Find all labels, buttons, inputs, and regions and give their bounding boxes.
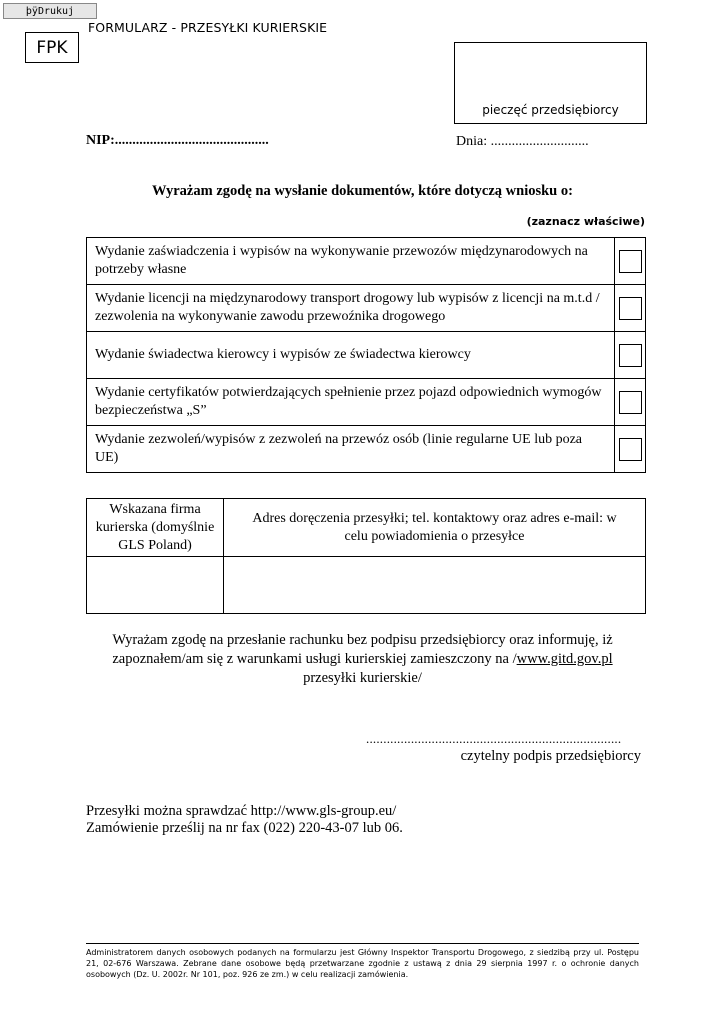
table-row [87,557,646,614]
table-row [87,238,646,285]
privacy-notice: Administratorem danych osobowych podanych na formularzu jest Główny Inspektor Transportu Drogowego, z siedzibą przy ul. Postępu 21, 02-676 Warszawa. Zebrane dane osobowe będą przetwarzane zgodnie z ustawą z dnia 29 sierpnia 1997 r. o ochronie danych osobowych (Dz. U. 2002r. Nr 101, poz. 926 ze zm.) w celu realizacji zamówienia. [86,948,639,979]
invoice-agreement [100,631,625,688]
date-field[interactable]: Dnia: ............................ [456,134,589,149]
signature-line[interactable]: .......................................................................... [366,731,622,746]
table-row [87,499,646,557]
option-checkbox[interactable] [619,391,642,414]
signature-label: czytelny podpis przedsiębiorcy [460,748,641,764]
request-options-table [86,237,646,473]
option-label: Wydanie świadectwa kierowcy i wypisów ze świadectwa kierowcy [87,332,615,379]
stamp-label: pieczęć przedsiębiorcy [482,103,619,117]
print-button[interactable]: þÿDrukuj [3,3,97,19]
option-checkbox[interactable] [619,344,642,367]
table-row [87,426,646,473]
table-row [87,285,646,332]
nip-field[interactable]: NIP:............................................ [86,133,269,148]
form-title: FORMULARZ - PRZESYŁKI KURIERSKIE [88,20,328,35]
consent-heading: Wyrażam zgodę na wysłanie dokumentów, które dotyczą wniosku o: [152,183,573,199]
form-code-box: FPK [25,32,79,63]
agreement-text: Wyrażam zgodę na przesłanie rachunku bez podpisu przedsiębiorcy oraz informuję, iż zapoznałem/am się z warunkami usługi kurierskiej zamieszczony na / [112,632,613,667]
option-checkbox[interactable] [619,438,642,461]
tracking-line: Przesyłki można sprawdzać http://www.gls-group.eu/ [86,803,397,819]
option-checkbox[interactable] [619,250,642,273]
fax-line: Zamówienie prześlij na nr fax (022) 220-43-07 lub 06. [86,820,403,836]
delivery-address-header: Adres doręczenia przesyłki; tel. kontaktowy oraz adres e-mail: w celu powiadomienia o przesyłce [224,499,646,557]
option-checkbox[interactable] [619,297,642,320]
option-label: Wydanie zezwoleń/wypisów z zezwoleń na przewóz osób (linie regularne UE lub poza UE) [87,426,615,473]
table-row [87,332,646,379]
option-label: Wydanie zaświadczenia i wypisów na wykonywanie przewozów międzynarodowych na potrzeby własne [87,238,615,285]
footer-divider [86,943,639,944]
table-row [87,379,646,426]
delivery-address-input[interactable] [224,557,645,613]
gitd-link[interactable]: www.gitd.gov.pl [516,651,613,667]
option-label: Wydanie licencji na międzynarodowy transport drogowy lub wypisów z licencji na m.t.d / zezwolenia na wykonywanie zawodu przewoźnika drogowego [87,285,615,332]
courier-table [86,498,646,614]
courier-company-input[interactable] [87,557,223,613]
tracking-info [86,803,403,837]
company-stamp-box [454,42,647,124]
courier-company-header: Wskazana firma kurierska (domyślnie GLS Poland) [87,499,224,557]
option-label: Wydanie certyfikatów potwierdzających spełnienie przez pojazd odpowiednich wymogów bezpieczeństwa „S” [87,379,615,426]
choose-note: (zaznacz właściwe) [526,215,645,228]
agreement-text-end: przesyłki kurierskie/ [303,670,422,686]
